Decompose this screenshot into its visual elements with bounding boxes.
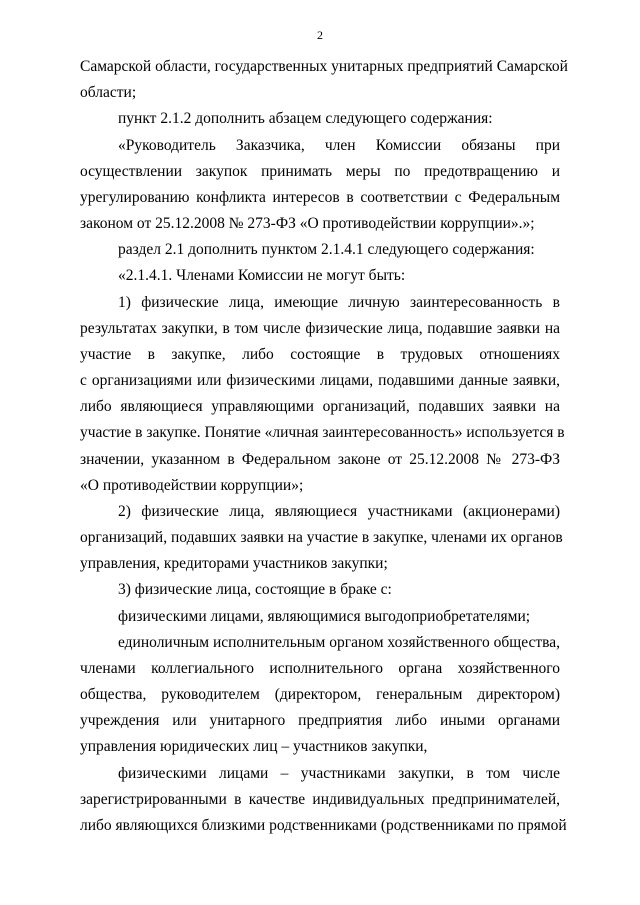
text-line: участие в закупке. Понятие «личная заинтересованность» используется в <box>80 424 565 441</box>
text-line: управления юридических лиц – участников закупки, <box>80 738 428 755</box>
text-line: пункт 2.1.2 дополнить абзацем следующего содержания: <box>118 110 493 127</box>
text-line: либо являющихся близкими родственниками (родственниками по прямой <box>80 817 567 834</box>
text-line: общества, руководителем (директором, генеральным директором) <box>80 686 560 703</box>
text-line: значении, указанном в Федеральном законе от 25.12.2008 № 273-ФЗ <box>80 451 560 468</box>
text-line: «2.1.4.1. Членами Комиссии не могут быть: <box>118 267 406 284</box>
text-line: единоличным исполнительным органом хозяйственного общества, <box>118 634 560 651</box>
text-line: физическими лицами, являющимися выгодоприобретателями; <box>118 608 531 625</box>
text-line: зарегистрированными в качестве индивидуальных предпринимателей, <box>80 791 560 808</box>
text-line: 3) физические лица, состоящие в браке с: <box>118 581 392 598</box>
text-line: организаций, подавших заявки на участие в закупке, членами их органов <box>80 529 563 546</box>
text-line: 2) физические лица, являющиеся участниками (акционерами) <box>118 503 560 520</box>
text-line: области; <box>80 84 137 101</box>
text-line: 1) физические лица, имеющие личную заинтересованность в <box>118 294 560 311</box>
text-line: результатах закупки, в том числе физические лица, подавшие заявки на <box>80 320 560 337</box>
text-line: урегулированию конфликта интересов в соответствии с Федеральным <box>80 189 560 206</box>
text-line: «Руководитель Заказчика, член Комиссии обязаны при <box>118 137 560 154</box>
text-line: управления, кредиторами участников закупки; <box>80 555 388 572</box>
text-line: раздел 2.1 дополнить пунктом 2.1.4.1 следующего содержания: <box>118 241 535 258</box>
text-line: членами коллегиального исполнительного органа хозяйственного <box>80 660 560 677</box>
text-line: Самарской области, государственных унитарных предприятий Самарской <box>80 58 568 75</box>
text-line: «О противодействии коррупции»; <box>80 477 304 494</box>
page-number: 2 <box>317 28 323 42</box>
text-line: либо являющиеся управляющими организаций, подавших заявки на <box>80 398 560 415</box>
text-line: учреждения или унитарного предприятия либо иными органами <box>80 712 560 729</box>
text-line: участие в закупке, либо состоящие в трудовых отношениях <box>80 346 560 363</box>
text-line: физическими лицами – участниками закупки, в том числе <box>118 765 560 782</box>
text-line: с организациями или физическими лицами, подавшими данные заявки, <box>80 372 560 389</box>
text-line: осуществлении закупок принимать меры по предотвращению и <box>80 163 560 180</box>
text-line: законом от 25.12.2008 № 273-ФЗ «О противодействии коррупции».»; <box>80 215 535 232</box>
